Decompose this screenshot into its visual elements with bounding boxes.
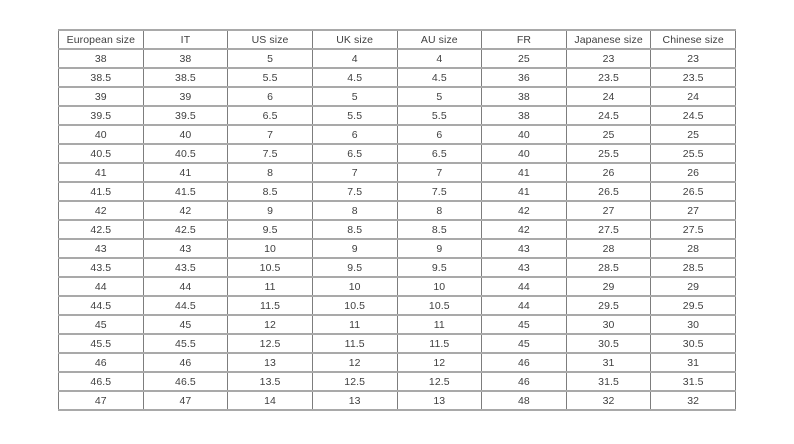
table-cell: 14 <box>228 391 313 410</box>
table-cell: 46 <box>143 353 228 372</box>
table-cell: 7.5 <box>228 144 313 163</box>
table-cell: 10.5 <box>228 258 313 277</box>
table-cell: 43.5 <box>143 258 228 277</box>
table-row <box>59 68 736 87</box>
table-cell: 5 <box>312 87 397 106</box>
table-cell: 27 <box>651 201 736 220</box>
column-header-us-size: US size <box>228 30 313 49</box>
table-cell: 44.5 <box>59 296 144 315</box>
table-cell: 30.5 <box>651 334 736 353</box>
table-cell: 13 <box>397 391 482 410</box>
table-cell: 8 <box>397 201 482 220</box>
table-cell: 43 <box>59 239 144 258</box>
table-cell: 42.5 <box>143 220 228 239</box>
column-header-fr: FR <box>482 30 567 49</box>
table-cell: 43 <box>482 239 567 258</box>
table-cell: 40.5 <box>59 144 144 163</box>
table-cell: 4 <box>397 49 482 68</box>
table-cell: 4.5 <box>397 68 482 87</box>
table-row <box>59 239 736 258</box>
table-cell: 46 <box>59 353 144 372</box>
table-cell: 41 <box>482 163 567 182</box>
table-cell: 29 <box>651 277 736 296</box>
table-cell: 10.5 <box>397 296 482 315</box>
table-cell: 45 <box>482 315 567 334</box>
table-cell: 39 <box>143 87 228 106</box>
table-cell: 44 <box>482 277 567 296</box>
table-cell: 44.5 <box>143 296 228 315</box>
table-row <box>59 220 736 239</box>
table-cell: 9 <box>397 239 482 258</box>
table-cell: 7 <box>312 163 397 182</box>
table-cell: 23.5 <box>566 68 651 87</box>
table-cell: 26 <box>651 163 736 182</box>
table-row <box>59 334 736 353</box>
table-cell: 13 <box>228 353 313 372</box>
table-cell: 6 <box>312 125 397 144</box>
table-cell: 8 <box>312 201 397 220</box>
table-cell: 41 <box>59 163 144 182</box>
table-cell: 23 <box>651 49 736 68</box>
table-row <box>59 87 736 106</box>
table-cell: 28.5 <box>566 258 651 277</box>
table-cell: 11.5 <box>228 296 313 315</box>
table-cell: 36 <box>482 68 567 87</box>
table-cell: 46 <box>482 372 567 391</box>
table-cell: 47 <box>143 391 228 410</box>
table-cell: 32 <box>566 391 651 410</box>
table-cell: 29.5 <box>651 296 736 315</box>
table-cell: 43 <box>482 258 567 277</box>
table-cell: 8 <box>228 163 313 182</box>
table-row <box>59 296 736 315</box>
table-cell: 39.5 <box>143 106 228 125</box>
table-cell: 27 <box>566 201 651 220</box>
table-cell: 40 <box>143 125 228 144</box>
table-cell: 27.5 <box>651 220 736 239</box>
table-cell: 41.5 <box>143 182 228 201</box>
table-cell: 10 <box>228 239 313 258</box>
table-cell: 11.5 <box>397 334 482 353</box>
table-cell: 45.5 <box>59 334 144 353</box>
table-cell: 42 <box>482 201 567 220</box>
table-cell: 25.5 <box>566 144 651 163</box>
table-cell: 10.5 <box>312 296 397 315</box>
table-cell: 31.5 <box>651 372 736 391</box>
table-cell: 12 <box>312 353 397 372</box>
table-cell: 5 <box>397 87 482 106</box>
table-cell: 42.5 <box>59 220 144 239</box>
table-cell: 8.5 <box>312 220 397 239</box>
table-cell: 45 <box>143 315 228 334</box>
table-cell: 42 <box>59 201 144 220</box>
table-cell: 27.5 <box>566 220 651 239</box>
table-cell: 6 <box>228 87 313 106</box>
table-cell: 46.5 <box>59 372 144 391</box>
table-row <box>59 277 736 296</box>
table-cell: 7.5 <box>312 182 397 201</box>
table-cell: 10 <box>312 277 397 296</box>
table-cell: 32 <box>651 391 736 410</box>
table-cell: 7 <box>228 125 313 144</box>
table-cell: 4 <box>312 49 397 68</box>
column-header-uk-size: UK size <box>312 30 397 49</box>
table-row <box>59 49 736 68</box>
table-cell: 41.5 <box>59 182 144 201</box>
table-cell: 43 <box>143 239 228 258</box>
table-cell: 39.5 <box>59 106 144 125</box>
table-cell: 9.5 <box>312 258 397 277</box>
table-cell: 40 <box>482 144 567 163</box>
table-cell: 30 <box>651 315 736 334</box>
table-cell: 40 <box>482 125 567 144</box>
table-cell: 38 <box>482 87 567 106</box>
table-cell: 24.5 <box>566 106 651 125</box>
table-cell: 5.5 <box>312 106 397 125</box>
table-cell: 29 <box>566 277 651 296</box>
table-cell: 47 <box>59 391 144 410</box>
table-cell: 6.5 <box>312 144 397 163</box>
table-cell: 38.5 <box>143 68 228 87</box>
table-cell: 28 <box>651 239 736 258</box>
table-cell: 26.5 <box>566 182 651 201</box>
table-cell: 26.5 <box>651 182 736 201</box>
table-cell: 28.5 <box>651 258 736 277</box>
table-row <box>59 353 736 372</box>
table-cell: 39 <box>59 87 144 106</box>
table-row <box>59 182 736 201</box>
table-cell: 12.5 <box>397 372 482 391</box>
table-cell: 12.5 <box>228 334 313 353</box>
table-cell: 8.5 <box>228 182 313 201</box>
table-cell: 29.5 <box>566 296 651 315</box>
table-cell: 28 <box>566 239 651 258</box>
table-cell: 10 <box>397 277 482 296</box>
table-row <box>59 201 736 220</box>
table-cell: 6 <box>397 125 482 144</box>
table-cell: 43.5 <box>59 258 144 277</box>
table-cell: 46 <box>482 353 567 372</box>
table-cell: 7 <box>397 163 482 182</box>
column-header-chinese-size: Chinese size <box>651 30 736 49</box>
table-row <box>59 315 736 334</box>
table-cell: 11 <box>312 315 397 334</box>
header-row <box>59 30 736 49</box>
table-cell: 5.5 <box>397 106 482 125</box>
table-cell: 25 <box>566 125 651 144</box>
table-cell: 41 <box>143 163 228 182</box>
table-cell: 11 <box>228 277 313 296</box>
table-cell: 48 <box>482 391 567 410</box>
table-cell: 24 <box>651 87 736 106</box>
table-row <box>59 106 736 125</box>
table-cell: 38.5 <box>59 68 144 87</box>
table-cell: 5 <box>228 49 313 68</box>
table-cell: 5.5 <box>228 68 313 87</box>
table-cell: 12 <box>397 353 482 372</box>
table-cell: 31.5 <box>566 372 651 391</box>
table-cell: 13.5 <box>228 372 313 391</box>
table-cell: 44 <box>59 277 144 296</box>
table-cell: 11 <box>397 315 482 334</box>
shoe-size-conversion-table <box>58 29 736 411</box>
table-cell: 8.5 <box>397 220 482 239</box>
table-cell: 9 <box>228 201 313 220</box>
table-cell: 13 <box>312 391 397 410</box>
table-cell: 38 <box>59 49 144 68</box>
table-cell: 4.5 <box>312 68 397 87</box>
table-cell: 30 <box>566 315 651 334</box>
table-cell: 9.5 <box>397 258 482 277</box>
table-cell: 31 <box>651 353 736 372</box>
table-cell: 11.5 <box>312 334 397 353</box>
table-cell: 23 <box>566 49 651 68</box>
table-cell: 31 <box>566 353 651 372</box>
table-cell: 42 <box>482 220 567 239</box>
column-header-it: IT <box>143 30 228 49</box>
table-row <box>59 391 736 410</box>
table-cell: 24 <box>566 87 651 106</box>
column-header-european-size: European size <box>59 30 144 49</box>
table-cell: 38 <box>482 106 567 125</box>
table-cell: 7.5 <box>397 182 482 201</box>
table-cell: 6.5 <box>228 106 313 125</box>
column-header-japanese-size: Japanese size <box>566 30 651 49</box>
table-cell: 41 <box>482 182 567 201</box>
table-row <box>59 372 736 391</box>
table-cell: 45 <box>482 334 567 353</box>
table-cell: 9 <box>312 239 397 258</box>
table-cell: 40.5 <box>143 144 228 163</box>
table-cell: 26 <box>566 163 651 182</box>
table-cell: 12.5 <box>312 372 397 391</box>
column-header-au-size: AU size <box>397 30 482 49</box>
table-cell: 6.5 <box>397 144 482 163</box>
table-cell: 23.5 <box>651 68 736 87</box>
table-cell: 46.5 <box>143 372 228 391</box>
table-cell: 44 <box>482 296 567 315</box>
table-cell: 38 <box>143 49 228 68</box>
table-cell: 42 <box>143 201 228 220</box>
table-cell: 24.5 <box>651 106 736 125</box>
table-cell: 25.5 <box>651 144 736 163</box>
table-cell: 12 <box>228 315 313 334</box>
table-cell: 25 <box>482 49 567 68</box>
table-cell: 44 <box>143 277 228 296</box>
table-cell: 45.5 <box>143 334 228 353</box>
table-cell: 25 <box>651 125 736 144</box>
table-row <box>59 144 736 163</box>
table-cell: 40 <box>59 125 144 144</box>
table-row <box>59 163 736 182</box>
table-cell: 45 <box>59 315 144 334</box>
table-cell: 30.5 <box>566 334 651 353</box>
table-row <box>59 125 736 144</box>
table-cell: 9.5 <box>228 220 313 239</box>
table-row <box>59 258 736 277</box>
